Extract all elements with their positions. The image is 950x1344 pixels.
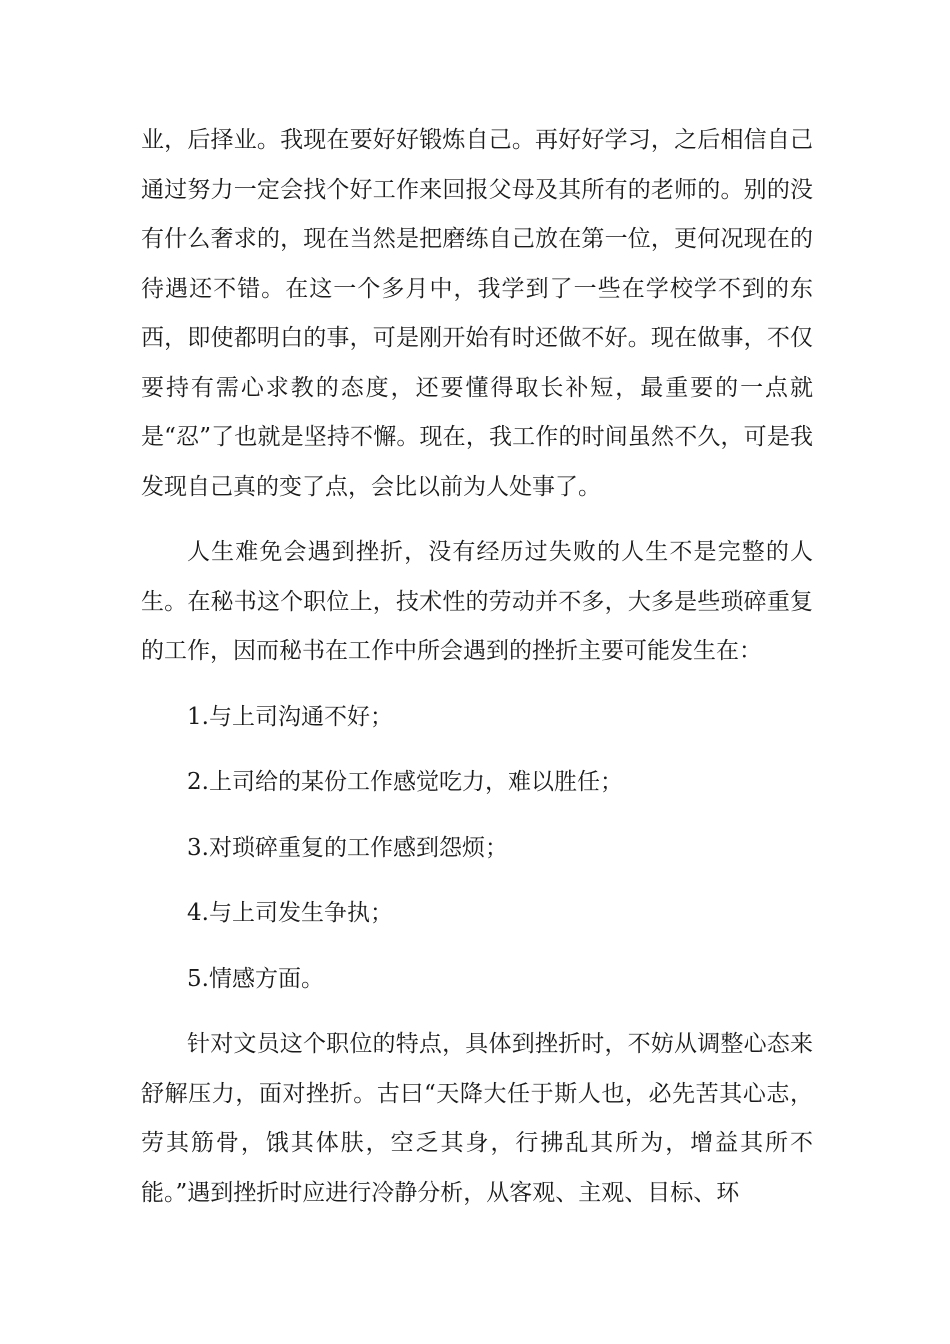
list-item: 5.情感方面。 [187, 965, 324, 992]
paragraph-closing: 针对文员这个职位的特点，具体到挫折时，不妨从调整心态来舒解压力，面对挫折。古曰“天降大任于斯人也，必先苦其心志，劳其筋骨，饿其体肤，空乏其身，行拂乱其所为，增益其所不能。”遇到挫折时应进行冷静分析，从客观、主观、目标、环 [141, 1031, 813, 1206]
paragraph-setbacks: 人生难免会遇到挫折，没有经历过失败的人生不是完整的人生。在秘书这个职位上，技术性的劳动并不多，大多是些琐碎重复的工作，因而秘书在工作中所会遇到的挫折主要可能发生在： [141, 539, 813, 664]
document-body [141, 116, 813, 1218]
list-item: 1.与上司沟通不好； [187, 703, 393, 730]
paragraph-continuation: 业，后择业。我现在要好好锻炼自己。再好好学习，之后相信自己通过努力一定会找个好工作来回报父母及其所有的老师的。别的没有什么奢求的，现在当然是把磨练自己放在第一位，更何况现在的待遇还不错。在这一个多月中，我学到了一些在学校学不到的东西，即使都明白的事，可是刚开始有时还做不好。现在做事，不仅要持有需心求教的态度，还要懂得取长补短，最重要的一点就是“忍”了也就是坚持不懈。现在，我工作的时间虽然不久，可是我发现自己真的变了点，会比以前为人处事了。 [141, 127, 813, 500]
list-item: 3.对琐碎重复的工作感到怨烦； [187, 834, 508, 861]
list-item: 4.与上司发生争执； [187, 900, 393, 926]
list-item: 2.上司给的某份工作感觉吃力，难以胜任； [187, 769, 623, 795]
